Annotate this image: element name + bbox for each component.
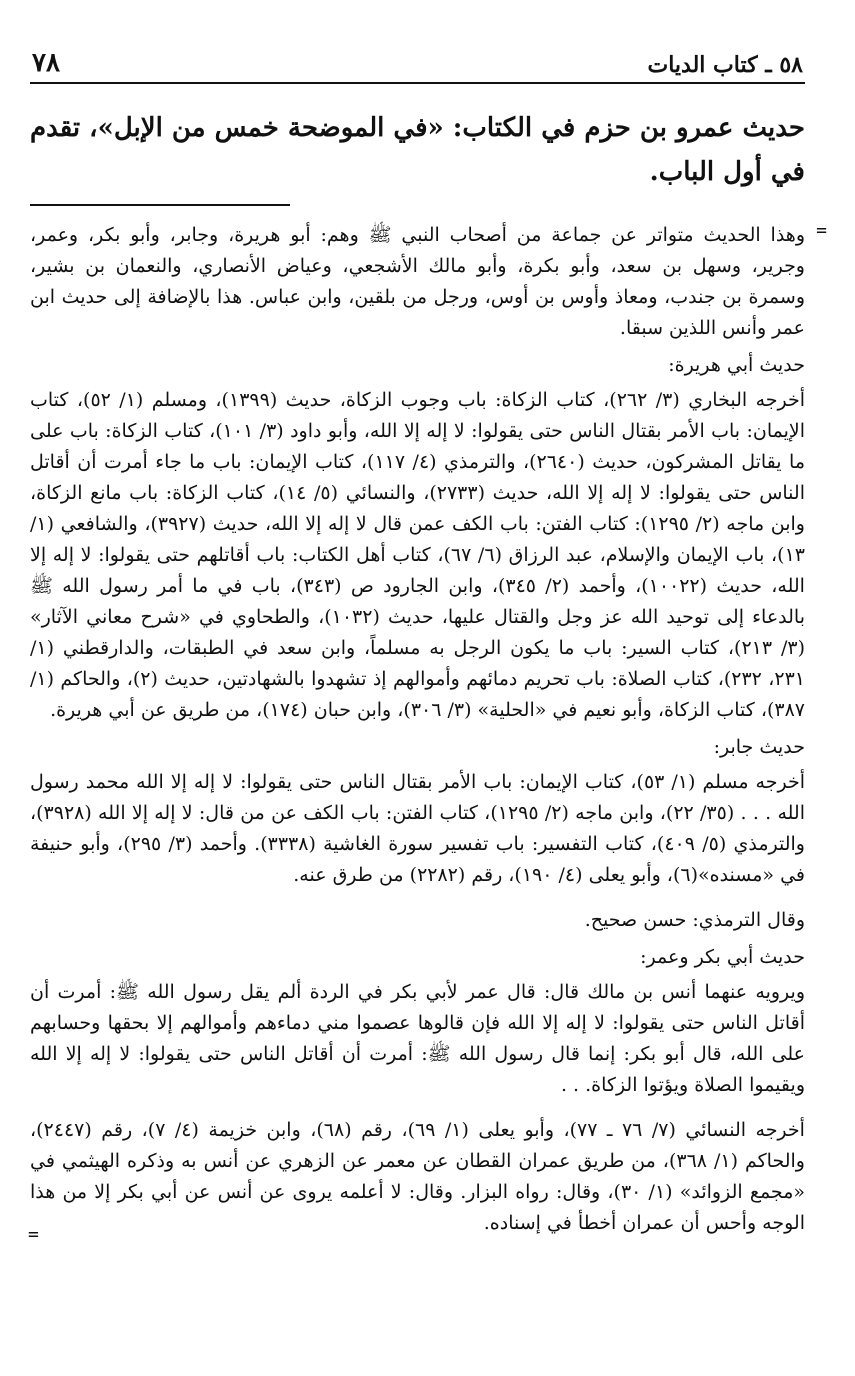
abu-hurayra-heading: حديث أبي هريرة:: [668, 354, 805, 376]
abubakr-umar-paragraph: ويرويه عنهما أنس بن مالك قال: قال عمر لأبي بكر في الردة ألم يقل رسول الله ﷺ: أمرت أن أقاتل الناس حتى يقولوا: لا إله إلا الله فإن قالوها عصموا مني دماءهم وأموالهم إلا بحقها وحسابهم على الله، قال أبو بكر: إنما قال رسول الله ﷺ: أمرت أن أقاتل الناس حتى يقولوا: لا إله إلا الله ويقيموا الصلاة ويؤتوا الزكاة. . .: [30, 981, 805, 1096]
page-number: ٧٨: [32, 48, 60, 78]
footnote-separator: [30, 204, 290, 206]
jabir-paragraph: أخرجه مسلم (١/ ٥٣)، كتاب الإيمان: باب الأمر بقتال الناس حتى يقولوا: لا إله إلا الله محمد رسول الله . . . (٣٥/ ٢٢)، وابن ماجه (٢/ ١٢٩٥)، كتاب الفتن: باب الكف عن من قال: لا إله إلا الله (٣٩٢٨)، والترمذي (٥/ ٤٠٩)، كتاب التفسير: باب تفسير سورة الغاشية (٣٣٣٨). وأحمد (٣/ ٢٩٥)، وأبو حنيفة في «مسنده»(٦)، وأبو يعلى (٤/ ١٩٠)، رقم (٢٢٨٢) من طرق عنه.: [30, 771, 805, 886]
abu-hurayra-paragraph: أخرجه البخاري (٣/ ٢٦٢)، كتاب الزكاة: باب وجوب الزكاة، حديث (١٣٩٩)، ومسلم (١/ ٥٢)، كتاب الإيمان: باب الأمر بقتال الناس حتى يقولوا: لا إله إلا الله، وأبو داود (٣/ ١٠١)، كتاب الزكاة: باب على ما يقاتل المشركون، حديث (٢٦٤٠)، والترمذي (٤/ ١١٧)، كتاب الإيمان: باب ما جاء أمرت أن أقاتل الناس حتى يقولوا: لا إله إلا الله، حديث (٢٧٣٣)، والنسائي (٥/ ١٤)، كتاب الزكاة: باب مانع الزكاة، وابن ماجه (٢/ ١٢٩٥): كتاب الفتن: باب الكف عمن قال لا إله إلا الله، حديث (٣٩٢٧)، والشافعي (١/ ١٣)، باب الإيمان والإسلام، عبد الرزاق (٦/ ٦٧)، كتاب أهل الكتاب: باب أقاتلهم حتى يقولوا: لا إله إلا الله، حديث (١٠٠٢٢)، وأحمد (٢/ ٣٤٥)، وابن الجارود ص (٣٤٣)، باب في ما أمر رسول الله ﷺ بالدعاء إلى توحيد الله عز وجل والقتال عليها، حديث (١٠٣٢)، والطحاوي في «شرح معاني الآثار» (٣/ ٢١٣)، كتاب السير: باب ما يكون الرجل به مسلماً، وابن سعد في الطبقات، والدارقطني (١/ ٢٣١، ٢٣٢)، كتاب الصلاة: باب تحريم دمائهم وأموالهم إذ تشهدوا بالشهادتين، حديث (٢)، والحاكم (١/ ٣٨٧)، كتاب الزكاة، وأبو نعيم في «الحلية» (٣/ ٣٠٦)، وابن حبان (١٧٤)، من طريق عن أبي هريرة.: [30, 389, 806, 721]
abubakr-umar-heading: حديث أبي بكر وعمر:: [640, 946, 805, 968]
continuation-marker-bottom: =: [28, 1224, 39, 1245]
book-page: [28, 34, 827, 1245]
intro-paragraph: وهذا الحديث متواتر عن جماعة من أصحاب النبي ﷺ وهم: أبو هريرة، وجابر، وأبو بكر، وعمر، وجرير، وسهل بن سعد، وأبو بكرة، وأبو مالك الأشجعي، وعياض الأنصاري، والنعمان بن بشير، وسمرة بن جندب، ومعاذ وأوس بن أوس، ورجل من بلقين، وابن عباس. هذا بالإضافة إلى حديث ابن عمر وأنس اللذين سبقا.: [30, 224, 805, 339]
page-header: [30, 34, 805, 84]
nasai-paragraph: أخرجه النسائي (٧/ ٧٦ ـ ٧٧)، وأبو يعلى (١/ ٦٩)، رقم (٦٨)، وابن خزيمة (٤/ ٧)، رقم (٢٤٤٧)، والحاكم (١/ ٣٦٨)، من طريق عمران القطان عن معمر عن الزهري عن أنس به وذكره الهيثمي في «مجمع الزوائد» (١/ ٣٠)، وقال: رواه البزار. وقال: لا أعلمه يروى عن أنس عن أبي بكر إلا من هذا الوجه وأحس أن عمران أخطأ في إسناده.: [30, 1119, 805, 1234]
jabir-heading: حديث جابر:: [713, 736, 805, 758]
tirmidhi-paragraph: وقال الترمذي: حسن صحيح.: [584, 909, 805, 931]
main-text: حديث عمرو بن حزم في الكتاب: «في الموضحة خمس من الإبل»، تقدم في أول الباب.: [30, 113, 805, 187]
chapter-title: ٥٨ ـ كتاب الديات: [647, 52, 803, 78]
continuation-marker-top: =: [816, 220, 827, 241]
footnotes: [28, 220, 827, 1245]
